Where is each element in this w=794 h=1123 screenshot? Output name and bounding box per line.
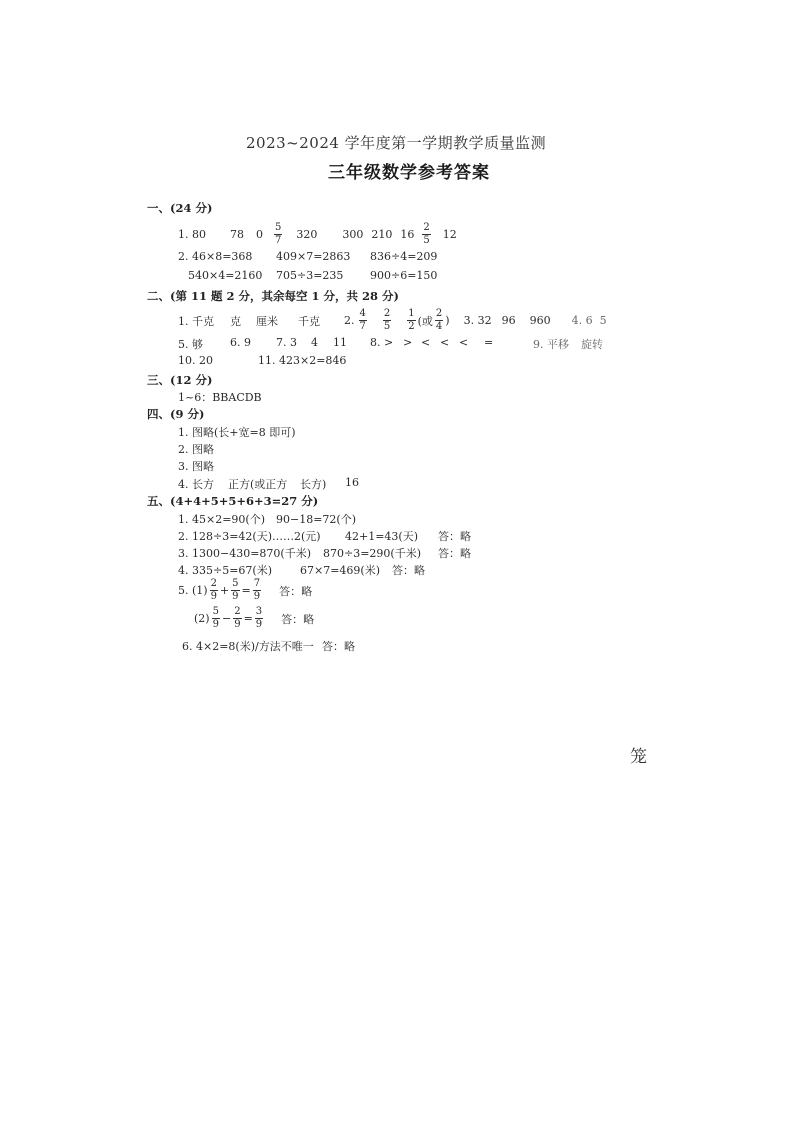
s2-row-1 [178, 308, 607, 333]
s2-r3-b: 11. 423×2=846 [258, 354, 347, 367]
s2-r2-h: < [421, 336, 431, 349]
s2-r1-frac-1 [359, 308, 367, 333]
s5-row-6 [194, 606, 314, 631]
s1-r2-b: 409×7=2863 [276, 250, 351, 263]
s5-r5-frac-1-den: 9 [210, 591, 217, 602]
s2-r3-a: 10. 20 [178, 354, 213, 367]
s1-r1-frac-2-num: 2 [423, 222, 430, 233]
s5-r4-a: 4. 335÷5=67(米) [178, 564, 272, 577]
s1-r1-d: 320 [296, 228, 318, 241]
s5-r6-frac-2-num: 2 [234, 606, 241, 617]
s2-r1-frac-2-den: 5 [383, 321, 391, 332]
doc-title: 2023~2024 学年度第一学期教学质量监测 [246, 134, 547, 152]
s2-r2-f: 8. > [370, 336, 394, 349]
s2-r1-e: 2. [344, 314, 355, 327]
s4-r4-a: 4. 长方 [178, 478, 214, 491]
doc-subtitle: 三年级数学参考答案 [328, 163, 490, 183]
s1-r1-f: 210 [371, 228, 393, 241]
s5-r1-a: 1. 45×2=90(个) [178, 513, 266, 526]
s2-r1-frac-3-num: 1 [408, 308, 415, 319]
s5-r5-frac-3 [253, 578, 261, 603]
s5-r5-frac-3-den: 9 [253, 591, 261, 602]
s2-r2-c: 7. 3 [276, 336, 297, 349]
s1-r1-frac-1-num: 5 [275, 222, 282, 233]
s2-r1-g: 3. 32 [463, 314, 492, 327]
s5-r6-frac-1 [212, 606, 220, 631]
s4-r3: 3. 图略 [178, 460, 214, 473]
s5-r7-a: 6. 4×2=8(米)/方法不唯一 [182, 640, 314, 653]
s2-r2-g: > [403, 336, 413, 349]
s4-r2: 2. 图略 [178, 443, 214, 456]
s5-r1-b: 90−18=72(个) [276, 513, 357, 526]
section-3-heading: 三、(12 分) [147, 373, 213, 387]
s5-r6-frac-3 [255, 606, 263, 631]
s5-r2-answer: 答：略 [438, 530, 471, 543]
s5-r5-frac-1 [210, 578, 218, 603]
s2-r2-i: < [440, 336, 450, 349]
s2-r2-b: 6. 9 [230, 336, 251, 349]
s2-r1-frac-2-num: 2 [383, 308, 391, 319]
section-2-heading: 二、(第 11 题 2 分，其余每空 1 分，共 28 分) [147, 289, 399, 303]
s1-r1-g: 16 [400, 228, 415, 241]
s5-r5-frac-1-num: 2 [210, 578, 217, 589]
s2-r1-frac-1-den: 7 [359, 321, 366, 332]
s1-r2-a: 2. 46×8=368 [178, 250, 253, 263]
s5-row-5 [178, 578, 312, 603]
s1-r1-c: 0 [256, 228, 263, 241]
s2-r1-h: 96 [501, 314, 516, 327]
s2-r1-j: 4. 6 [571, 314, 593, 327]
s5-r4-answer: 答：略 [392, 564, 425, 577]
s5-r7-answer: 答：略 [322, 640, 355, 653]
section-5-heading: 五、(4+4+5+5+6+3=27 分) [147, 494, 319, 508]
s3-r1: 1~6：BBACDB [178, 391, 262, 404]
s5-r6-a: (2) [194, 612, 210, 625]
s2-r2-j: < [459, 336, 469, 349]
s1-r3-c: 900÷6=150 [370, 269, 438, 282]
s5-r6-eq: = [243, 612, 253, 625]
s1-r3-a: 540×4=2160 [188, 269, 263, 282]
s5-r6-answer: 答：略 [281, 612, 315, 626]
s5-r5-frac-2 [231, 578, 239, 603]
s5-r5-answer: 答：略 [279, 584, 313, 598]
s5-r5-op: + [219, 584, 230, 597]
s1-r1-e: 300 [342, 228, 364, 241]
s5-r5-eq: = [241, 584, 251, 597]
s1-r1-frac-2 [422, 222, 430, 247]
corner-mark: 笼 [630, 747, 647, 767]
s2-r2-l: 9. 平移 [533, 338, 569, 351]
s1-row-1 [178, 222, 457, 247]
s4-r4-b: 正方(或正方 [228, 478, 288, 491]
s5-r5-a: 5. (1) [178, 584, 208, 597]
s5-r2-b: 42+1=43(天) [345, 530, 419, 543]
s5-r5-frac-3-num: 7 [253, 578, 261, 589]
s1-r1-a: 1. 80 [178, 228, 206, 241]
s5-r6-frac-2-den: 9 [234, 619, 241, 630]
s4-r1: 1. 图略(长+宽=8 即可) [178, 426, 296, 439]
s5-r4-b: 67×7=469(米) [300, 564, 381, 577]
s2-r1-frac-4-num: 2 [435, 308, 443, 319]
s5-r5-frac-2-den: 9 [232, 591, 239, 602]
s1-r1-b: 78 [230, 228, 244, 241]
s2-r2-e: 11 [333, 336, 347, 349]
s2-r1-b: 克 [230, 314, 241, 328]
s2-r1-k: 5 [599, 314, 607, 327]
s5-r3-b: 870÷3=290(千米) [323, 547, 422, 560]
s5-r5-frac-2-num: 5 [232, 578, 239, 589]
s2-r1-paren-open: (或 [417, 314, 433, 328]
s2-r1-c: 厘米 [256, 314, 278, 328]
s2-r1-frac-2 [383, 308, 391, 333]
s5-r3-answer: 答：略 [438, 547, 471, 560]
s1-r1-frac-1 [274, 222, 282, 247]
s1-r1-frac-2-den: 5 [423, 235, 430, 246]
s2-r1-frac-4-den: 4 [435, 321, 443, 332]
s2-r2-m: 旋转 [581, 338, 603, 351]
s2-r1-frac-4 [435, 308, 443, 333]
s5-r6-op: − [221, 612, 232, 625]
s2-r2-k: = [484, 336, 494, 349]
s2-r2-d: 4 [311, 336, 318, 349]
s2-r1-paren-close: ) [445, 314, 450, 327]
s5-r6-frac-2 [233, 606, 241, 631]
s4-r4-c: 长方) [300, 478, 327, 491]
s5-r2-a: 2. 128÷3=42(天)……2(元) [178, 530, 321, 543]
s1-r1-frac-1-den: 7 [275, 235, 282, 246]
section-4-heading: 四、(9 分) [147, 407, 205, 421]
s2-r1-frac-3 [407, 308, 415, 333]
s1-r1-h: 12 [442, 228, 457, 241]
s5-r6-frac-1-num: 5 [212, 606, 219, 617]
section-1-heading: 一、(24 分) [147, 201, 213, 215]
s5-r6-frac-3-num: 3 [255, 606, 263, 617]
s2-r1-frac-3-den: 2 [408, 321, 415, 332]
s5-r6-frac-3-den: 9 [255, 619, 263, 630]
s5-r6-frac-1-den: 9 [212, 619, 219, 630]
s5-r3-a: 3. 1300−430=870(千米) [178, 547, 311, 560]
s1-r2-c: 836÷4=209 [370, 250, 438, 263]
s1-r3-b: 705÷3=235 [276, 269, 344, 282]
s2-r1-d: 千克 [298, 314, 320, 328]
s2-r2-a: 5. 够 [178, 338, 203, 351]
s2-r1-i: 960 [529, 314, 551, 327]
s4-r4-d: 16 [345, 476, 359, 489]
s2-r1-a: 1. 千克 [178, 314, 214, 328]
s2-r1-frac-1-num: 4 [359, 308, 366, 319]
